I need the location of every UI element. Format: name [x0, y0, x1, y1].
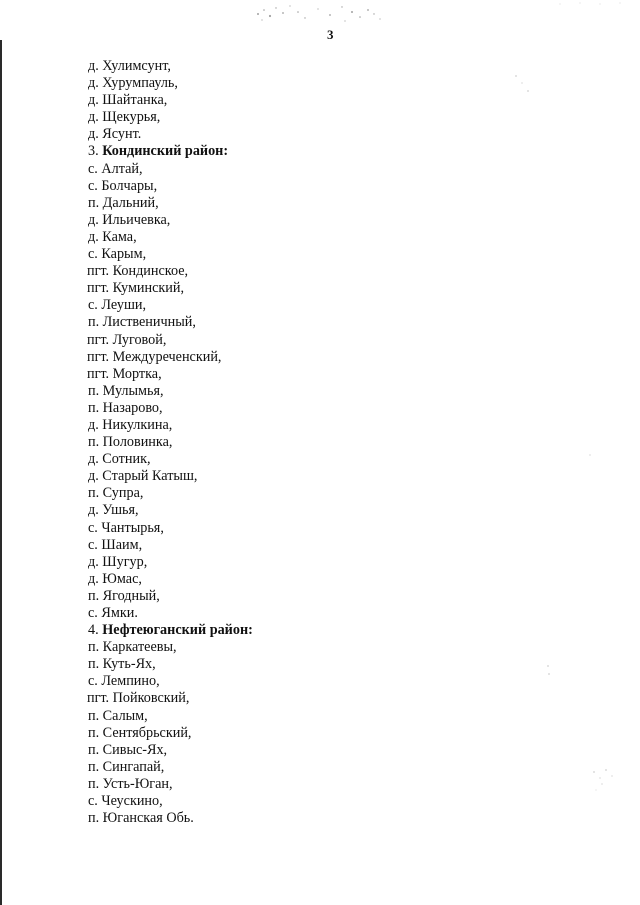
list-item: п. Сивыс-Ях,	[88, 741, 168, 758]
list-item: д. Шугур,	[88, 553, 148, 570]
list-item: д. Старый Катыш,	[88, 468, 198, 485]
list-item: пгт. Кондинское,	[87, 263, 189, 280]
list-item: п. Юганская Обь.	[88, 810, 194, 827]
list-item: п. Салым,	[88, 707, 148, 724]
list-item: п. Дальний,	[88, 194, 159, 211]
list-item: п. Мулымья,	[88, 382, 164, 399]
list-item: д. Юмас,	[88, 570, 142, 587]
list-item: п. Усть-Юган,	[88, 775, 173, 792]
list-item: п. Лиственичный,	[88, 314, 196, 331]
list-item: д. Шайтанка,	[88, 92, 168, 109]
list-item: д. Ильичевка,	[88, 211, 171, 228]
list-item: д. Сотник,	[88, 451, 151, 468]
list-item: пгт. Куминский,	[87, 280, 185, 297]
section-number: 3.	[88, 143, 99, 160]
list-item: с. Ямки.	[88, 605, 138, 621]
list-item: д. Хулимсунт,	[88, 58, 171, 74]
list-item: с. Чантырья,	[88, 519, 164, 536]
section-heading-kondinsky	[88, 143, 253, 160]
list-item: д. Щекурья,	[88, 109, 161, 126]
section-heading-nefteyugansky	[88, 622, 253, 639]
list-item: п. Супра,	[88, 485, 144, 502]
heading-colon: :	[223, 143, 229, 160]
list-item: д. Хурумпауль,	[88, 75, 178, 92]
list-item: п. Ягодный,	[88, 587, 160, 604]
list-item: п. Куть-Ях,	[88, 656, 156, 673]
list-item: п. Половинка,	[88, 434, 173, 451]
settlement-list	[88, 58, 253, 827]
scan-left-edge	[0, 40, 2, 905]
list-item: д. Никулкина,	[88, 416, 173, 433]
list-item: с. Болчары,	[88, 177, 158, 194]
section-number: 4.	[88, 622, 99, 639]
district-name: Нефтеюганский район	[102, 622, 249, 639]
list-item: с. Леуши,	[88, 297, 147, 314]
list-item: с. Шаим,	[88, 536, 143, 553]
list-item: пгт. Луговой,	[87, 331, 167, 348]
list-item: д. Ясунт.	[88, 126, 142, 143]
page-number: 3	[327, 27, 334, 42]
list-item: д. Кама,	[88, 228, 137, 245]
heading-colon: :	[248, 622, 253, 639]
list-item: д. Ушья,	[88, 502, 139, 519]
list-item: п. Сентябрьский,	[88, 724, 192, 741]
list-item: пгт. Мортка,	[87, 365, 162, 382]
list-item: с. Чеускино,	[88, 793, 163, 810]
list-item: п. Каркатеевы,	[88, 639, 177, 656]
district-name: Кондинский район	[102, 143, 224, 160]
list-item: п. Назарово,	[88, 399, 163, 416]
list-item: с. Лемпино,	[88, 673, 160, 690]
list-item: с. Карым,	[88, 246, 147, 263]
list-item: п. Сингапай,	[88, 758, 165, 775]
list-item: пгт. Междуреченский,	[87, 348, 222, 365]
list-item: пгт. Пойковский,	[87, 690, 190, 707]
list-item: с. Алтай,	[88, 160, 143, 177]
